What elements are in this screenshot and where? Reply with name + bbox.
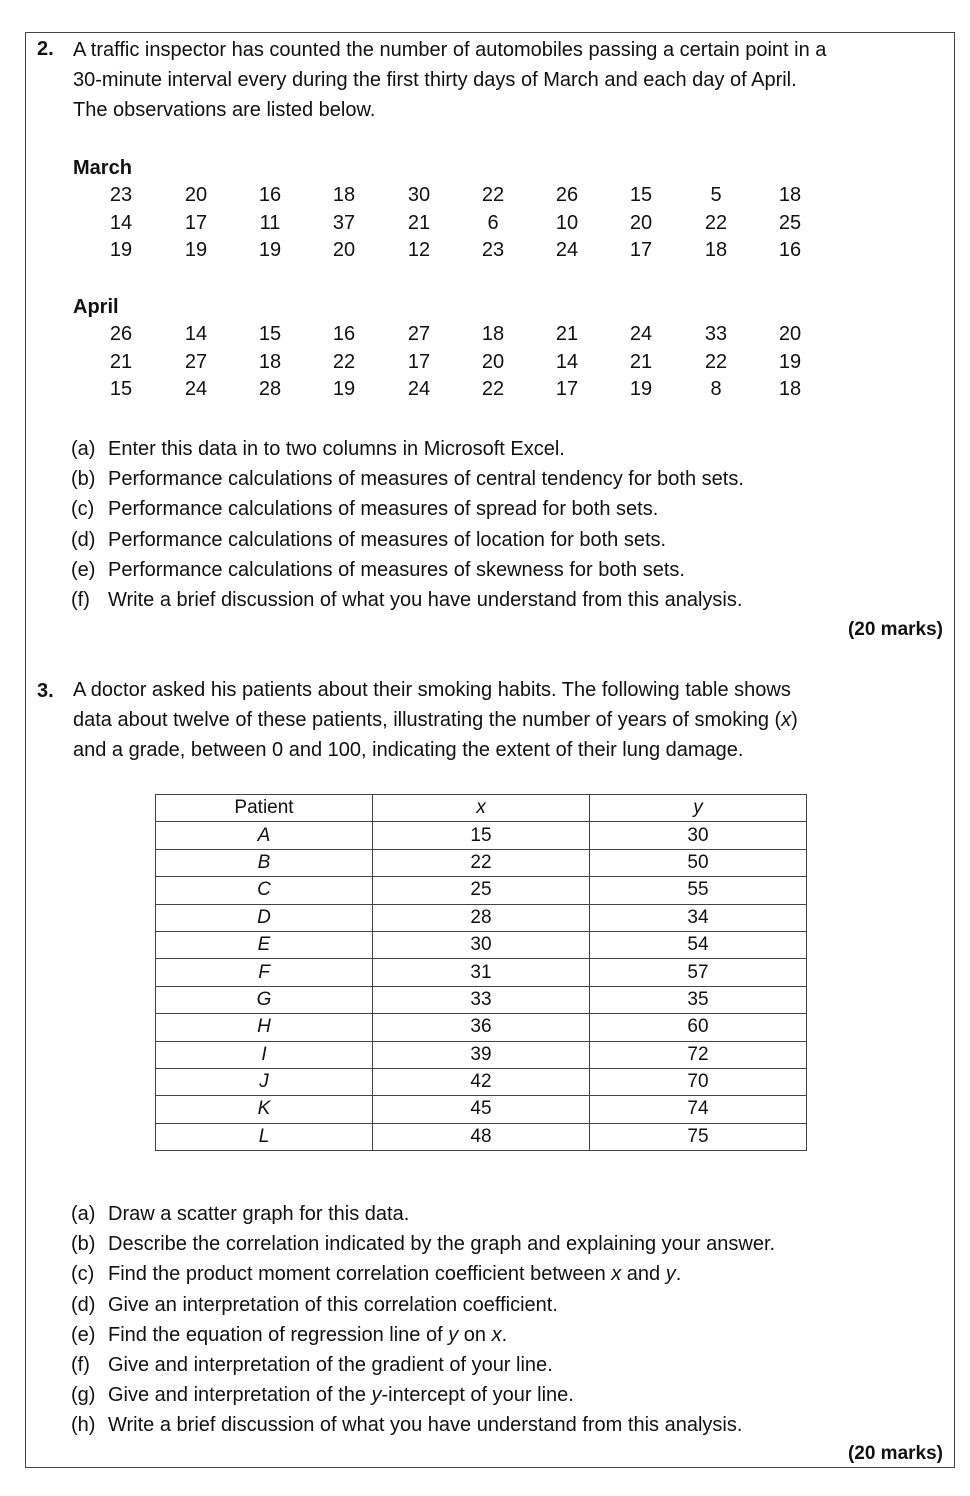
- april-value: 21: [555, 323, 579, 345]
- y-cell: 35: [590, 986, 807, 1013]
- part-letter: (a): [71, 438, 96, 460]
- march-value: 11: [259, 211, 281, 234]
- march-value: 22: [481, 184, 505, 206]
- april-value: 22: [332, 350, 356, 373]
- march-label: March: [73, 157, 132, 179]
- var-y: y: [665, 1263, 676, 1286]
- x-cell: 28: [373, 904, 590, 931]
- april-value: 18: [481, 323, 505, 345]
- table-row: [156, 986, 807, 1013]
- y-cell: 57: [590, 959, 807, 986]
- april-value: 19: [332, 378, 356, 400]
- part-letter: (b): [71, 1233, 96, 1256]
- q2-intro-line: A traffic inspector has counted the number of automobiles passing a certain point in a: [73, 39, 827, 61]
- april-value: 8: [710, 378, 722, 400]
- q2-intro: [73, 35, 826, 125]
- q3-intro-line: [73, 705, 798, 735]
- april-value: 17: [407, 350, 431, 373]
- part-text: Performance calculations of measures of skewness for both sets.: [108, 558, 685, 581]
- x-cell: 33: [373, 986, 590, 1013]
- table-body: [156, 822, 807, 1151]
- patient-cell: H: [156, 1014, 373, 1041]
- part-text-segment: .: [501, 1323, 508, 1346]
- part-text-segment: and: [621, 1263, 666, 1286]
- march-value: 20: [184, 184, 208, 206]
- patient-cell: I: [156, 1041, 373, 1068]
- patient-cell: L: [156, 1123, 373, 1150]
- march-value: 21: [407, 211, 431, 234]
- march-value: 20: [332, 239, 356, 261]
- april-value: 24: [184, 378, 208, 400]
- part-text: Describe the correlation indicated by the graph and explaining your answer.: [108, 1233, 776, 1256]
- part-text-segment: Find the equation of regression line of: [108, 1323, 449, 1346]
- table-row: [156, 822, 807, 849]
- part-text-segment: Find the product moment correlation coefficient between: [108, 1263, 612, 1286]
- march-value: 17: [629, 239, 653, 261]
- patient-cell: E: [156, 931, 373, 958]
- april-value: 14: [184, 323, 208, 345]
- march-value: 16: [258, 184, 282, 206]
- april-value: 15: [258, 323, 282, 345]
- april-value: 16: [332, 323, 356, 345]
- april-value: 20: [778, 323, 802, 345]
- part-text: Enter this data in to two columns in Microsoft Excel.: [108, 438, 565, 460]
- part-letter: (e): [71, 1323, 96, 1346]
- march-value: 19: [258, 239, 282, 261]
- y-cell: 72: [590, 1041, 807, 1068]
- april-value: 27: [407, 323, 431, 345]
- part-text-segment: -intercept of your line.: [381, 1384, 574, 1407]
- part-text: Give and interpretation of the gradient of your line.: [108, 1353, 553, 1376]
- part-letter: (f): [71, 1353, 90, 1376]
- april-value: 17: [555, 378, 579, 400]
- april-value: 26: [109, 323, 133, 345]
- april-value: 21: [109, 350, 133, 373]
- table-row: [156, 904, 807, 931]
- march-value: 26: [555, 184, 579, 206]
- y-cell: 30: [590, 822, 807, 849]
- part-text-segment: Give and interpretation of the: [108, 1384, 372, 1407]
- table-header-row: [156, 795, 807, 822]
- header-y: y: [590, 795, 807, 822]
- q3-intro-line: and a grade, between 0 and 100, indicating the extent of their lung damage.: [73, 739, 744, 761]
- march-value: 19: [184, 239, 208, 261]
- x-cell: 31: [373, 959, 590, 986]
- march-value: 6: [487, 211, 499, 234]
- march-value: 10: [555, 211, 579, 234]
- y-cell: 75: [590, 1123, 807, 1150]
- y-cell: 60: [590, 1014, 807, 1041]
- part-letter: (g): [71, 1384, 96, 1407]
- march-value: 18: [778, 184, 802, 206]
- part-letter: (h): [71, 1414, 96, 1437]
- x-cell: 36: [373, 1014, 590, 1041]
- patient-table: [155, 794, 807, 1151]
- march-value: 17: [184, 211, 208, 234]
- table-row: [156, 849, 807, 876]
- part-letter: (c): [71, 1263, 95, 1286]
- april-value: 24: [407, 378, 431, 400]
- var-y: y: [448, 1323, 459, 1346]
- part-letter: (b): [71, 468, 96, 491]
- april-value: 27: [184, 350, 208, 373]
- q2-marks: (20 marks): [847, 619, 943, 640]
- var-y: y: [371, 1384, 382, 1407]
- table-row: [156, 877, 807, 904]
- part-text: [108, 1320, 507, 1350]
- patient-cell: C: [156, 877, 373, 904]
- patient-cell: K: [156, 1096, 373, 1123]
- march-value: 18: [704, 239, 728, 261]
- var-x: x: [781, 709, 792, 731]
- part-letter: (d): [71, 1293, 96, 1316]
- y-cell: 74: [590, 1096, 807, 1123]
- part-text: Draw a scatter graph for this data.: [108, 1203, 410, 1225]
- part-text: Performance calculations of measures of location for both sets.: [108, 528, 667, 551]
- part-text: [108, 1259, 681, 1289]
- q3-intro: [73, 675, 798, 765]
- patient-cell: G: [156, 986, 373, 1013]
- april-value: 22: [704, 350, 728, 373]
- table-row: [156, 931, 807, 958]
- march-value: 5: [710, 184, 722, 206]
- april-value: 21: [629, 350, 653, 373]
- q2-number: 2.: [37, 38, 54, 60]
- x-cell: 48: [373, 1123, 590, 1150]
- april-value: 22: [481, 378, 505, 400]
- x-cell: 15: [373, 822, 590, 849]
- part-letter: (e): [71, 558, 96, 581]
- y-cell: 50: [590, 849, 807, 876]
- table-row: [156, 1014, 807, 1041]
- march-value: 25: [778, 211, 802, 234]
- table-row: [156, 1096, 807, 1123]
- q2-intro-line: The observations are listed below.: [73, 99, 376, 121]
- march-value: 18: [332, 184, 356, 206]
- part-text-segment: .: [675, 1263, 682, 1286]
- part-letter: (d): [71, 528, 96, 551]
- header-patient: Patient: [156, 795, 373, 822]
- march-value: 16: [778, 239, 802, 261]
- x-cell: 22: [373, 849, 590, 876]
- march-value: 22: [704, 211, 728, 234]
- x-cell: 39: [373, 1041, 590, 1068]
- april-label: April: [73, 296, 119, 318]
- patient-cell: A: [156, 822, 373, 849]
- april-value: 33: [704, 323, 728, 345]
- march-value: 12: [407, 239, 431, 261]
- q2-intro-line: 30-minute interval every during the first thirty days of March and each day of April.: [73, 69, 797, 91]
- q3-number: 3.: [37, 680, 54, 702]
- header-x: x: [373, 795, 590, 822]
- part-text-segment: on: [458, 1323, 492, 1346]
- var-x: x: [491, 1323, 502, 1346]
- april-value: 18: [258, 350, 282, 373]
- march-value: 15: [629, 184, 653, 206]
- x-cell: 45: [373, 1096, 590, 1123]
- part-text: Write a brief discussion of what you have understand from this analysis.: [108, 588, 743, 611]
- table-row: [156, 1123, 807, 1150]
- y-cell: 55: [590, 877, 807, 904]
- y-cell: 70: [590, 1068, 807, 1095]
- april-value: 18: [778, 378, 802, 400]
- april-value: 15: [109, 378, 133, 400]
- q3-intro-text: data about twelve of these patients, illustrating the number of years of smoking (: [73, 709, 782, 731]
- q3-marks: (20 marks): [847, 1443, 943, 1464]
- part-letter: (c): [71, 498, 95, 521]
- march-value: 19: [109, 239, 133, 261]
- march-value: 24: [555, 239, 579, 261]
- part-text: Performance calculations of measures of central tendency for both sets.: [108, 468, 744, 491]
- april-value: 19: [778, 350, 802, 373]
- part-text: [108, 1380, 574, 1410]
- march-value: 23: [481, 239, 505, 261]
- part-letter: (f): [71, 588, 90, 611]
- april-value: 14: [555, 350, 579, 373]
- april-value: 19: [629, 378, 653, 400]
- x-cell: 42: [373, 1068, 590, 1095]
- table-row: [156, 959, 807, 986]
- march-value: 20: [629, 211, 653, 234]
- april-value: 20: [481, 350, 505, 373]
- april-value: 24: [629, 323, 653, 345]
- part-text: Give an interpretation of this correlation coefficient.: [108, 1293, 558, 1316]
- patient-cell: B: [156, 849, 373, 876]
- q3-intro-line: A doctor asked his patients about their smoking habits. The following table shows: [73, 679, 791, 701]
- q3-intro-text: ): [791, 709, 798, 731]
- part-letter: (a): [71, 1203, 96, 1225]
- y-cell: 54: [590, 931, 807, 958]
- patient-cell: F: [156, 959, 373, 986]
- march-value: 23: [109, 184, 133, 206]
- table-row: [156, 1041, 807, 1068]
- patient-cell: J: [156, 1068, 373, 1095]
- march-value: 37: [332, 211, 356, 234]
- april-value: 28: [258, 378, 282, 400]
- march-value: 30: [407, 184, 431, 206]
- patient-cell: D: [156, 904, 373, 931]
- march-value: 14: [109, 211, 133, 234]
- y-cell: 34: [590, 904, 807, 931]
- table-row: [156, 1068, 807, 1095]
- var-x: x: [611, 1263, 622, 1286]
- x-cell: 25: [373, 877, 590, 904]
- x-cell: 30: [373, 931, 590, 958]
- part-text: Write a brief discussion of what you have understand from this analysis.: [108, 1414, 743, 1437]
- part-text: Performance calculations of measures of spread for both sets.: [108, 498, 659, 521]
